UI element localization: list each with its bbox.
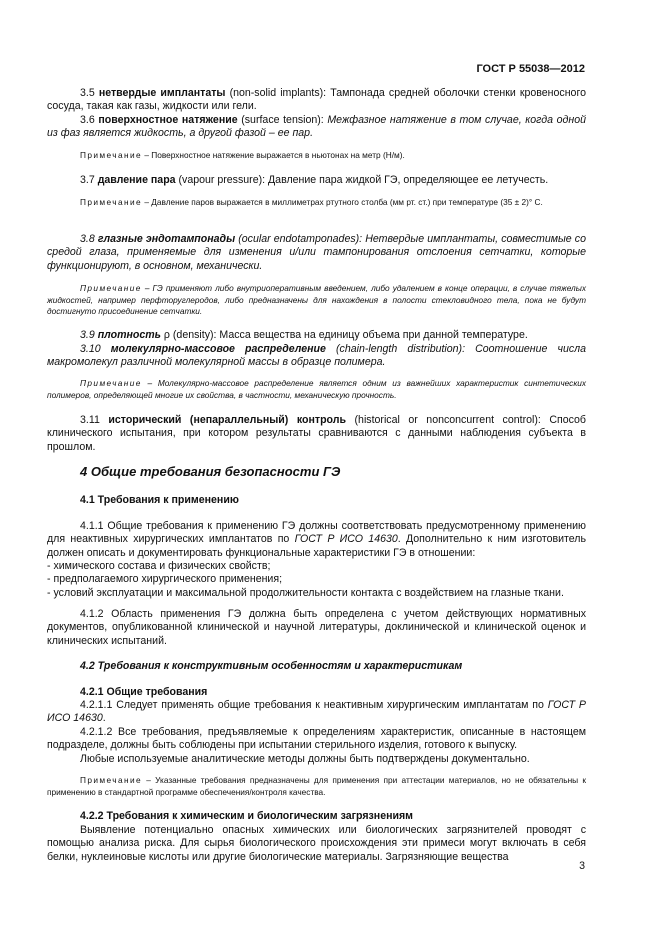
- note-surface-tension: Примечание – Поверхностное натяжение выражается в ньютонах на метр (Н/м).: [80, 150, 405, 160]
- section-4-title: 4 Общие требования безопасности ГЭ: [80, 464, 341, 479]
- note-chain-length: Примечание – Молекулярно-массовое распределение является одним из важнейших характеристик синтетических полимеров, определяющей многие их свойства, в частности, механическую прочность.: [47, 378, 586, 400]
- characteristics-list: [47, 560, 586, 600]
- para-4-2-2: Выявление потенциально опасных химических или биологических загрязнителей проводят с помощью анализа риска. Для сырья биологического происхождения эти примеси могут включать в себя белки, нуклеиновые кислоты или другие биологические материалы. Загрязняющие вещества: [47, 824, 586, 863]
- list-item: - условий эксплуатации и максимальной продолжительности контакта с воздействием на глазные ткани.: [47, 586, 564, 599]
- standard-header: ГОСТ Р 55038—2012: [476, 63, 585, 75]
- note-endotamponades: Примечание – ГЭ применяют либо внутриоперативным введением, либо удалением в конце операции, в случае тяжелых жидкостей, например перфторуглеродов, либо предназначены для нахождения в полости стекловидного тела, пока не будут достигнуто присоединение сетчатки.: [47, 283, 586, 317]
- list-item: - химического состава и физических свойств;: [47, 560, 271, 572]
- section-4-2-title: 4.2 Требования к конструктивным особенностям и характеристикам: [80, 660, 463, 672]
- para-analytical-methods: Любые используемые аналитические методы должны быть подтверждены документально.: [80, 753, 530, 765]
- para-4-2-1-2: 4.2.1.2 Все требования, предъявляемые к определениям характеристик, описанные в настоящем подразделе, должны быть соблюдены при испытании стерильного изделия, готового к выпуску.: [47, 726, 586, 752]
- para-4-1-2: 4.1.2 Область применения ГЭ должна быть определена с учетом действующих нормативных документов, опубликованной клинической и научной литературы, доклинической и клинической оценок и клинических испытаний.: [47, 608, 586, 647]
- para-4-1-1: 4.1.1 Общие требования к применению ГЭ должны соответствовать предусмотренному применению для неактивных хирургических имплантатов по ГОСТ Р ИСО 14630. Дополнительно к ним изготовитель должен описать и документировать функциональные характеристики ГЭ в отношении:: [47, 520, 586, 559]
- term-3-8: 3.8 глазные эндотампонады (ocular endotamponades): Нетвердые имплантаты, совместимые со средой глаза, применяемые для изменения и/или тампонирования отслоения сетчатки, которые функционируют, в основном, механически.: [47, 233, 586, 272]
- term-3-11: 3.11 исторический (непараллельный) контроль (historical or nonconcurrent control): Способ клинического испытания, при котором результаты сравниваются с данными наблюдения субъекта в прошлом.: [47, 414, 586, 453]
- term-3-5: 3.5 нетвердые имплантаты (non-solid implants): Тампонада средней оболочки стенки кровеносного сосуда, такая как газы, жидкости или гели.: [47, 87, 586, 113]
- term-3-6: 3.6 поверхностное натяжение (surface tension): Межфазное натяжение в том случае, когда одной из фаз является жидкость, а другой фазой – ее пар.: [47, 114, 586, 140]
- section-4-2-2-title: 4.2.2 Требования к химическим и биологическим загрязнениям: [80, 810, 414, 822]
- term-3-7: 3.7 давление пара (vapour pressure): Давление пара жидкой ГЭ, определяющее ее летучесть.: [80, 174, 549, 186]
- note-vapour-pressure: Примечание – Давление паров выражается в миллиметрах ртутного столба (мм рт. ст.) при температуре (35 ± 2)° С.: [80, 197, 543, 207]
- term-3-10: 3.10 молекулярно-массовое распределение (chain-length distribution): Соотношение числа макромолекул различной молекулярной массы в образце полимера.: [47, 343, 587, 369]
- page-number: 3: [579, 860, 585, 872]
- note-attestation: Примечание – Указанные требования предназначены для применения при аттестации материалов, но не обязательны к применению в стандартной программе обеспечения/контроля качества.: [47, 775, 586, 797]
- para-4-2-1-1: 4.2.1.1 Следует применять общие требования к неактивным хирургическим имплантатам по ГОСТ Р ИСО 14630.: [47, 699, 586, 725]
- section-4-1-title: 4.1 Требования к применению: [80, 494, 239, 506]
- list-item: - предполагаемого хирургического применения;: [47, 573, 283, 586]
- section-4-2-1-title: 4.2.1 Общие требования: [80, 686, 208, 698]
- term-3-9: 3.9 плотность ρ (density): Масса вещества на единицу объема при данной температуре.: [80, 329, 528, 341]
